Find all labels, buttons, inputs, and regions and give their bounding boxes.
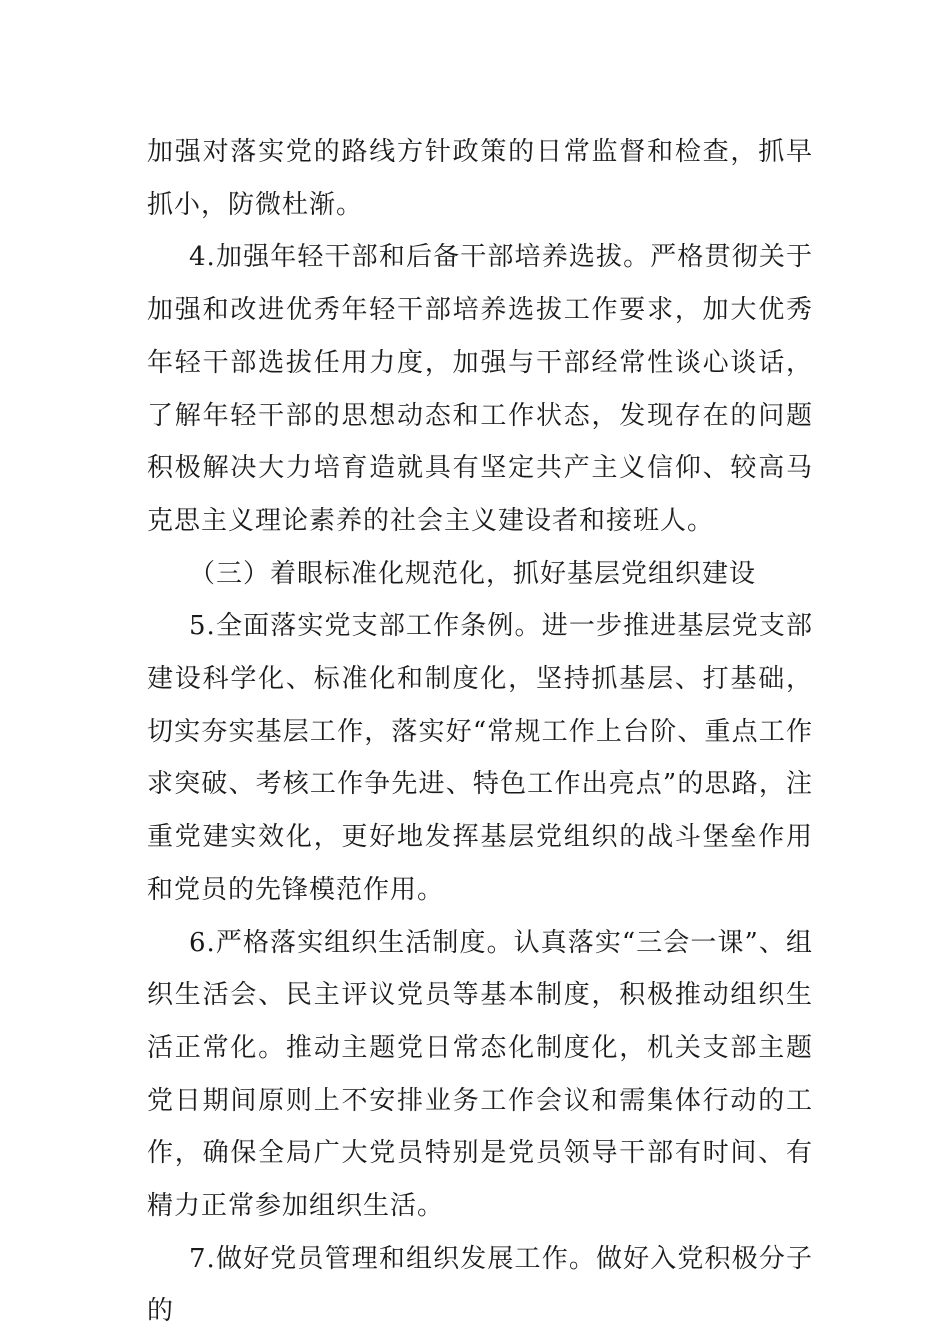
paragraph-item-4: 4.加强年轻干部和后备干部培养选拔。严格贯彻关于加强和改进优秀年轻干部培养选拔工作要求，加大优秀年轻干部选拔任用力度，加强与干部经常性谈心谈话，了解年轻干部的思想动态和工作状态，发现存在的问题积极解决大力培育造就具有坚定共产主义信仰、较高马克思主义理论素养的社会主义建设者和接班人。: [147, 242, 813, 536]
section-heading-3: （三）着眼标准化规范化，抓好基层党组织建设: [189, 558, 757, 589]
paragraph-item-6: 6.严格落实组织生活制度。认真落实“三会一课”、组织生活会、民主评议党员等基本制度，积极推动组织生活正常化。推动主题党日常态化制度化，机关支部主题党日期间原则上不安排业务工作会议和需集体行动的工作，确保全局广大党员特别是党员领导干部有时间、有精力正常参加组织生活。: [147, 927, 813, 1222]
paragraph-continuation: 加强对落实党的路线方针政策的日常监督和检查，抓早抓小，防微杜渐。: [147, 137, 813, 220]
paragraph-item-5: 5.全面落实党支部工作条例。进一步推进基层党支部建设科学化、标准化和制度化，坚持抓基层、打基础，切实夯实基层工作，落实好“常规工作上台阶、重点工作求突破、考核工作争先进、特色工作出亮点”的思路，注重党建实效化，更好地发挥基层党组织的战斗堡垒作用和党员的先锋模范作用。: [147, 611, 813, 905]
document-body: [147, 126, 813, 1338]
paragraph-item-7: 7.做好党员管理和组织发展工作。做好入党积极分子的: [147, 1243, 813, 1327]
